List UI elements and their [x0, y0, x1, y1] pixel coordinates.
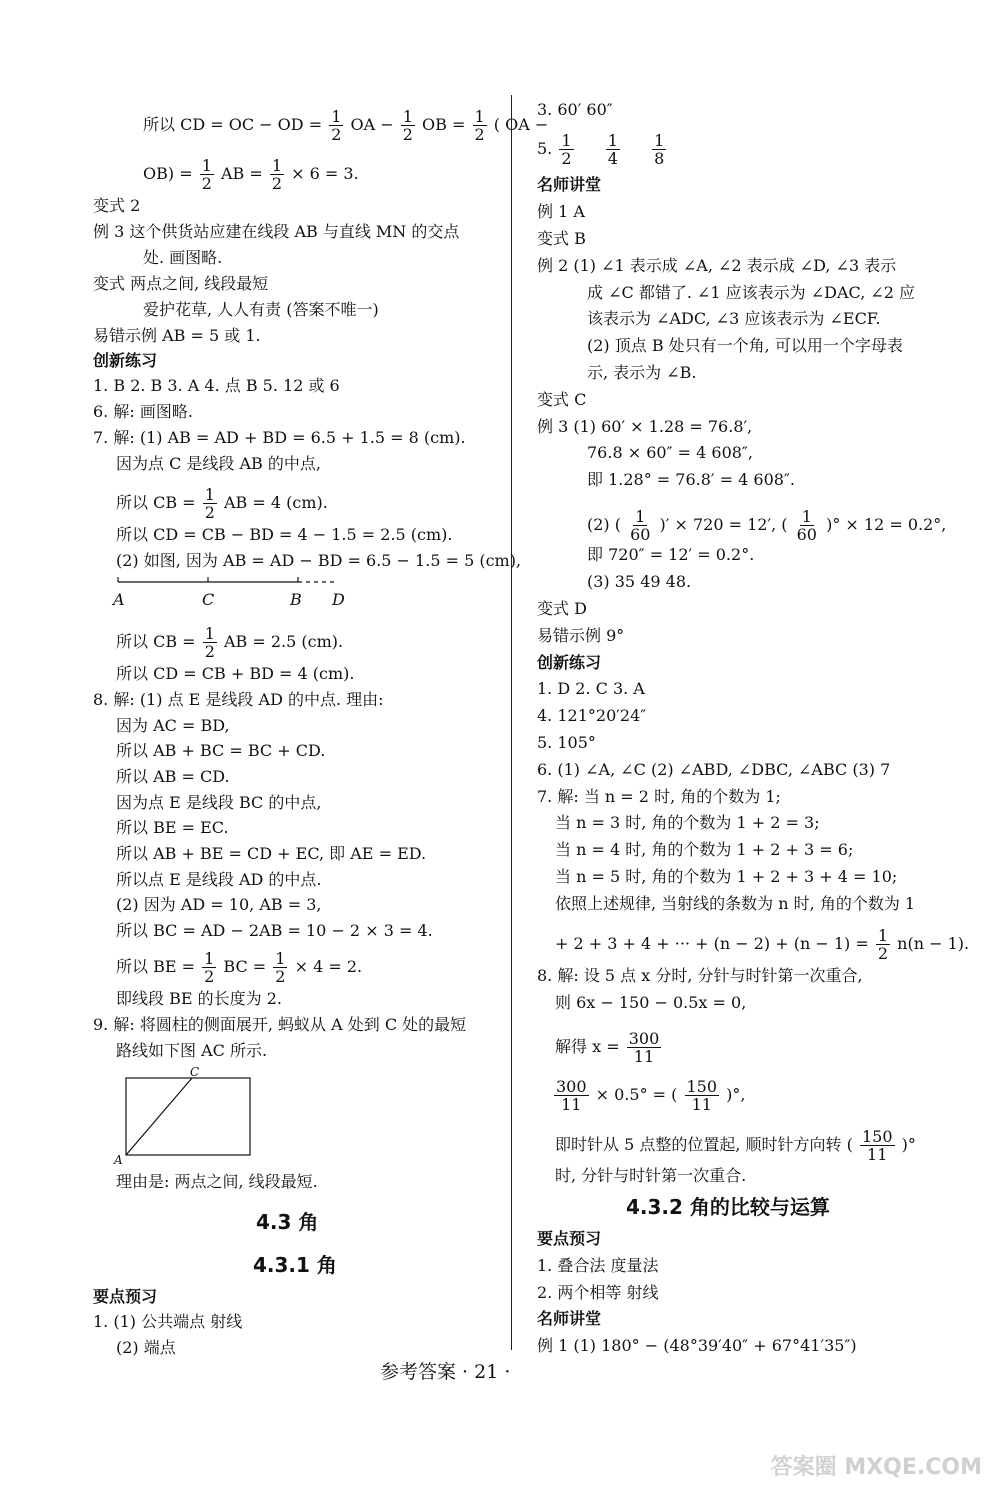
text-line: 例 1 A: [537, 202, 585, 221]
text: AB = 2.5 (cm).: [223, 632, 344, 651]
fraction: [685, 1078, 720, 1113]
text-line: 所以 AB + BC = BC + CD.: [116, 741, 326, 760]
denominator: 2: [561, 149, 572, 168]
text-line: [587, 508, 946, 543]
numerator: 1: [607, 131, 618, 150]
text-line: 因为点 E 是线段 BC 的中点,: [116, 793, 322, 812]
numerator: 1: [474, 107, 485, 126]
text-line: 当 n = 4 时, 角的个数为 1 + 2 + 3 = 6;: [555, 840, 854, 859]
fraction: [628, 508, 652, 543]
denominator: 2: [275, 967, 286, 986]
text-line: 路线如下图 AC 所示.: [116, 1041, 268, 1060]
text-line: 即线段 BE 的长度为 2.: [116, 989, 282, 1008]
text-line: 则 6x − 150 − 0.5x = 0,: [555, 993, 747, 1012]
text: AB = 4 (cm).: [223, 493, 328, 512]
text: OB) =: [143, 164, 193, 183]
text-line: 处. 画图略.: [143, 248, 223, 267]
denominator: 2: [204, 503, 215, 522]
point-label-c: C: [190, 1065, 200, 1079]
text-line: 6. 解: 画图略.: [93, 402, 193, 421]
text: )′ × 720 = 12′, (: [659, 515, 788, 534]
text: (2) (: [587, 515, 621, 534]
denominator: 11: [561, 1095, 582, 1114]
numerator: 150: [686, 1077, 718, 1096]
fraction: [202, 950, 216, 985]
fraction: [876, 927, 890, 962]
numerator: 1: [402, 107, 413, 126]
text-line: 1. D 2. C 3. A: [537, 679, 645, 698]
text-line: 变式 D: [537, 599, 587, 618]
shortest-path-ac: [126, 1078, 192, 1155]
text-line: 当 n = 3 时, 角的个数为 1 + 2 = 3;: [555, 813, 820, 832]
text-line: 因为 AC = BD,: [116, 716, 230, 735]
text-line: 时, 分针与时针第一次重合.: [555, 1166, 747, 1185]
denominator: 2: [204, 967, 215, 986]
denominator: 2: [402, 125, 413, 144]
unfolded-rectangle: [126, 1078, 250, 1155]
text: )°,: [726, 1085, 746, 1104]
text-line: 爱护花草, 人人有责 (答案不唯一): [143, 300, 379, 319]
text-line: 所以点 E 是线段 AD 的中点.: [116, 870, 322, 889]
fraction: [473, 108, 487, 143]
numerator: 300: [628, 1029, 660, 1048]
text-line: [552, 1078, 745, 1113]
fraction: [795, 508, 819, 543]
denominator: 60: [796, 525, 817, 544]
numerator: 1: [654, 131, 665, 150]
text-line: 即 1.28° = 76.8′ = 4 608″.: [587, 470, 795, 489]
text-line: 变式 两点之间, 线段最短: [93, 274, 269, 293]
text-line: [537, 132, 668, 167]
subsection-title: 4.3.2 角的比较与运算: [626, 1195, 830, 1219]
text-line: 所以 AB + BE = CD + EC, 即 AE = ED.: [116, 844, 427, 863]
text-line: 理由是: 两点之间, 线段最短.: [116, 1172, 318, 1191]
text-line: 所以 CD = CB − BD = 4 − 1.5 = 2.5 (cm).: [116, 525, 453, 544]
fraction: [860, 1128, 895, 1163]
numerator: 1: [801, 507, 812, 526]
fraction: [606, 132, 620, 167]
section-title: 4.3 角: [256, 1210, 319, 1234]
text: ( OA −: [493, 115, 549, 134]
text: × 6 = 3.: [291, 164, 359, 183]
text-line: [143, 108, 548, 143]
text-line: 依照上述规律, 当射线的条数为 n 时, 角的个数为 1: [555, 894, 916, 913]
text: 5.: [537, 139, 553, 158]
text: BC =: [223, 957, 267, 976]
point-label-b: B: [290, 590, 302, 609]
text-line: 例 3 这个供货站应建在线段 AB 与直线 MN 的交点: [93, 222, 460, 241]
numerator: 1: [331, 107, 342, 126]
point-label-a: A: [113, 590, 125, 609]
text: + 2 + 3 + 4 + ··· + (n − 2) + (n − 1) =: [555, 934, 869, 953]
section-heading: 要点预习: [93, 1287, 158, 1306]
numerator: 1: [877, 926, 889, 945]
text-line: [555, 927, 969, 962]
fraction: [554, 1078, 589, 1113]
denominator: 2: [877, 944, 889, 963]
text-line: (3) 35 49 48.: [587, 572, 692, 591]
fraction: [401, 108, 415, 143]
numerator: 1: [635, 507, 646, 526]
text-line: 例 3 (1) 60′ × 1.28 = 76.8′,: [537, 417, 753, 436]
text-line: 变式 B: [537, 229, 586, 248]
text-line: 4. 121°20′24″: [537, 706, 647, 725]
fraction: [329, 108, 343, 143]
text-line: 1. (1) 公共端点 射线: [93, 1312, 243, 1331]
text-line: 8. 解: 设 5 点 x 分时, 分针与时针第一次重合,: [537, 966, 863, 985]
text-line: (2) 端点: [116, 1338, 176, 1357]
text: × 4 = 2.: [294, 957, 363, 976]
numerator: 1: [204, 485, 215, 504]
text-line: 所以 BE = EC.: [116, 818, 229, 837]
text-line: (2) 顶点 B 处只有一个角, 可以用一个字母表: [587, 336, 903, 355]
section-heading: 名师讲堂: [537, 175, 602, 194]
subsection-title: 4.3.1 角: [253, 1253, 337, 1277]
numerator: 1: [271, 156, 283, 175]
fraction: [203, 486, 217, 521]
text-line: 例 1 (1) 180° − (48°39′40″ + 67°41′35″): [537, 1336, 857, 1355]
fraction: [652, 132, 666, 167]
text-line: [555, 1128, 916, 1163]
denominator: 11: [633, 1047, 655, 1066]
text-line: 所以 BC = AD − 2AB = 10 − 2 × 3 = 4.: [116, 921, 433, 940]
text: 所以 CB =: [116, 632, 196, 651]
text: )° × 12 = 0.2°,: [826, 515, 947, 534]
text-line: 示, 表示为 ∠B.: [587, 363, 697, 382]
denominator: 11: [867, 1145, 888, 1164]
numerator: 150: [861, 1127, 893, 1146]
page-footer: 参考答案 · 21 ·: [380, 1361, 511, 1383]
text-line: 6. (1) ∠A, ∠C (2) ∠ABD, ∠DBC, ∠ABC (3) 7: [537, 760, 891, 779]
denominator: 2: [331, 125, 342, 144]
text-line: (2) 如图, 因为 AB = AD − BD = 6.5 − 1.5 = 5 (cm),: [116, 551, 522, 570]
text-line: 成 ∠C 都错了. ∠1 应该表示为 ∠DAC, ∠2 应: [587, 283, 916, 302]
text: n(n − 1).: [897, 934, 970, 953]
text-line: [143, 157, 359, 192]
text: 所以 CD = OC − OD =: [143, 115, 323, 134]
point-label-c: C: [202, 590, 215, 609]
text: 所以 BE =: [116, 957, 196, 976]
point-label-a: A: [114, 1153, 123, 1167]
numerator: 1: [561, 131, 572, 150]
text-line: 9. 解: 将圆柱的侧面展开, 蚂蚁从 A 处到 C 处的最短: [93, 1015, 467, 1034]
text-line: 例 2 (1) ∠1 表示成 ∠A, ∠2 表示成 ∠D, ∠3 表示: [537, 256, 897, 275]
text-line: 2. 两个相等 射线: [537, 1283, 659, 1302]
point-label-d: D: [332, 590, 345, 609]
text: )°: [901, 1135, 916, 1154]
fraction: [627, 1030, 662, 1065]
fraction: [559, 132, 573, 167]
text-line: 所以 CD = CB + BD = 4 (cm).: [116, 664, 355, 683]
text-line: 3. 60′ 60″: [537, 100, 613, 119]
text-line: 易错示例 AB = 5 或 1.: [93, 326, 261, 345]
watermark: 答案圈 MXQE.COM: [770, 1455, 982, 1480]
text: × 0.5° = (: [595, 1085, 678, 1104]
denominator: 60: [630, 525, 651, 544]
denominator: 4: [607, 149, 618, 168]
text-line: 7. 解: 当 n = 2 时, 角的个数为 1;: [537, 787, 781, 806]
column-divider: [511, 95, 512, 1350]
segment-diagram: [110, 572, 370, 612]
text-line: [116, 950, 362, 985]
text-line: 8. 解: (1) 点 E 是线段 AD 的中点. 理由:: [93, 690, 384, 709]
denominator: 2: [271, 174, 283, 193]
denominator: 8: [654, 149, 665, 168]
text-line: 1. B 2. B 3. A 4. 点 B 5. 12 或 6: [93, 376, 340, 395]
denominator: 11: [691, 1095, 712, 1114]
numerator: 1: [275, 949, 286, 968]
text-line: 即 720″ = 12′ = 0.2°.: [587, 545, 755, 564]
text-line: [555, 1030, 663, 1065]
text-line: 7. 解: (1) AB = AD + BD = 6.5 + 1.5 = 8 (cm).: [93, 428, 466, 447]
denominator: 2: [204, 642, 215, 661]
section-heading: 名师讲堂: [537, 1309, 602, 1328]
fraction: [200, 157, 214, 192]
numerator: 1: [204, 949, 215, 968]
fraction: [270, 157, 284, 192]
fraction: [203, 625, 217, 660]
text-line: [116, 625, 343, 660]
text-line: 变式 2: [93, 196, 141, 215]
section-heading: 创新练习: [93, 351, 158, 370]
text: 所以 CB =: [116, 493, 196, 512]
numerator: 1: [201, 156, 212, 175]
text: 解得 x =: [555, 1037, 620, 1056]
text: OA −: [350, 115, 394, 134]
fraction: [273, 950, 287, 985]
text: 即时针从 5 点整的位置起, 顺时针方向转 (: [555, 1135, 853, 1154]
section-heading: 创新练习: [537, 653, 602, 672]
numerator: 1: [204, 624, 215, 643]
text-line: 5. 105°: [537, 733, 596, 752]
text-line: 易错示例 9°: [537, 626, 625, 645]
text-line: 所以 AB = CD.: [116, 767, 230, 786]
text-line: 当 n = 5 时, 角的个数为 1 + 2 + 3 + 4 = 10;: [555, 867, 898, 886]
numerator: 300: [556, 1077, 587, 1096]
text-line: [116, 486, 328, 521]
text-line: (2) 因为 AD = 10, AB = 3,: [116, 895, 322, 914]
denominator: 2: [201, 174, 212, 193]
text-line: 因为点 C 是线段 AB 的中点,: [116, 454, 321, 473]
text-line: 1. 叠合法 度量法: [537, 1256, 659, 1275]
cylinder-unfold-diagram: [110, 1070, 260, 1165]
text: OB =: [422, 115, 466, 134]
denominator: 2: [474, 125, 485, 144]
text-line: 76.8 × 60″ = 4 608″,: [587, 443, 753, 462]
text-line: 该表示为 ∠ADC, ∠3 应该表示为 ∠ECF.: [587, 309, 881, 328]
text-line: 变式 C: [537, 390, 587, 409]
text: AB =: [220, 164, 263, 183]
section-heading: 要点预习: [537, 1229, 602, 1248]
